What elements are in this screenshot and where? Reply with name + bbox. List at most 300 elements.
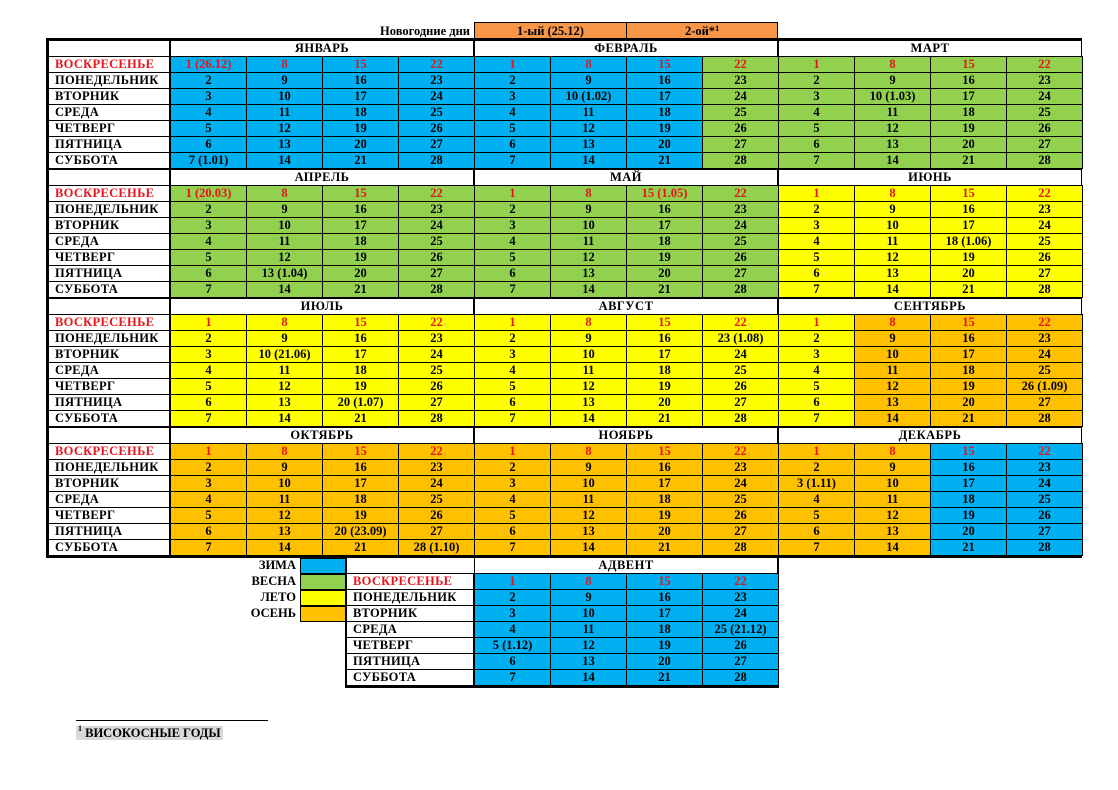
date-cell: 21 bbox=[626, 281, 703, 298]
footnote-number: 1 bbox=[78, 724, 82, 733]
date-cell: 6 bbox=[778, 394, 855, 411]
date-cell: 23 bbox=[398, 459, 475, 476]
date-cell: 9 bbox=[854, 459, 931, 476]
date-cell: 14 bbox=[854, 281, 931, 298]
date-cell: 26 bbox=[702, 378, 779, 395]
legend-label: ВЕСНА bbox=[251, 574, 296, 588]
new-year-label: Новогодние дни bbox=[380, 24, 470, 38]
day-label-weekday: ВТОРНИК bbox=[48, 475, 170, 492]
new-year-second-label: 2-ой* bbox=[684, 23, 716, 38]
date-cell: 12 bbox=[550, 120, 627, 137]
date-cell: 9 bbox=[246, 330, 323, 347]
date-cell: 19 bbox=[626, 507, 703, 524]
month-title: ОКТЯБРЬ bbox=[170, 427, 474, 444]
date-cell: 5 bbox=[474, 120, 551, 137]
date-cell: 22 bbox=[1006, 314, 1083, 331]
date-cell: 6 bbox=[474, 136, 551, 153]
month-title: МАРТ bbox=[778, 40, 1082, 57]
date-cell: 19 bbox=[322, 507, 399, 524]
date-cell: 8 bbox=[550, 56, 627, 73]
date-cell: 24 bbox=[1006, 346, 1083, 363]
date-cell: 20 bbox=[930, 136, 1007, 153]
advent-day-label: СРЕДА bbox=[346, 621, 474, 638]
date-cell: 16 bbox=[322, 72, 399, 89]
date-cell: 10 (21.06) bbox=[246, 346, 323, 363]
date-cell: 23 bbox=[1006, 459, 1083, 476]
date-cell: 18 bbox=[322, 362, 399, 379]
advent-date-cell: 19 bbox=[626, 637, 703, 654]
date-cell: 23 bbox=[702, 459, 779, 476]
date-cell: 14 bbox=[854, 152, 931, 169]
date-cell: 3 bbox=[778, 217, 855, 234]
date-cell: 7 bbox=[778, 539, 855, 556]
date-cell: 27 bbox=[702, 265, 779, 282]
day-label-weekday: ПЯТНИЦА bbox=[48, 523, 170, 540]
date-cell: 28 bbox=[1006, 281, 1083, 298]
date-cell: 17 bbox=[322, 88, 399, 105]
date-cell: 28 bbox=[702, 281, 779, 298]
date-cell: 7 bbox=[170, 281, 247, 298]
advent-date-cell: 28 bbox=[702, 669, 779, 686]
advent-date-cell: 25 (21.12) bbox=[702, 621, 779, 638]
date-cell: 1 bbox=[778, 314, 855, 331]
day-label-sunday: ВОСКРЕСЕНЬЕ bbox=[48, 185, 170, 202]
date-cell: 6 bbox=[170, 523, 247, 540]
date-cell: 10 bbox=[854, 217, 931, 234]
day-label-weekday: ВТОРНИК bbox=[48, 346, 170, 363]
date-cell: 15 bbox=[930, 56, 1007, 73]
date-cell: 20 bbox=[930, 523, 1007, 540]
date-cell: 24 bbox=[398, 217, 475, 234]
legend-label: ОСЕНЬ bbox=[250, 606, 296, 620]
date-cell: 24 bbox=[1006, 88, 1083, 105]
date-cell: 12 bbox=[854, 507, 931, 524]
day-label-weekday: ВТОРНИК bbox=[48, 88, 170, 105]
date-cell: 19 bbox=[626, 378, 703, 395]
advent-date-cell: 3 bbox=[474, 605, 551, 622]
date-cell: 15 bbox=[626, 314, 703, 331]
date-cell: 11 bbox=[550, 233, 627, 250]
date-cell: 7 bbox=[170, 410, 247, 427]
date-cell: 20 bbox=[626, 265, 703, 282]
footnote-divider bbox=[76, 720, 268, 721]
date-cell: 16 bbox=[626, 330, 703, 347]
date-cell: 25 bbox=[398, 104, 475, 121]
date-cell: 10 bbox=[246, 88, 323, 105]
date-cell: 17 bbox=[930, 217, 1007, 234]
date-cell: 24 bbox=[398, 88, 475, 105]
date-cell: 7 bbox=[474, 539, 551, 556]
date-cell: 27 bbox=[702, 136, 779, 153]
date-cell: 23 bbox=[398, 330, 475, 347]
advent-date-cell: 17 bbox=[626, 605, 703, 622]
date-cell: 26 bbox=[398, 249, 475, 266]
date-cell: 11 bbox=[246, 233, 323, 250]
advent-date-cell: 22 bbox=[702, 573, 779, 590]
date-cell: 1 (20.03) bbox=[170, 185, 247, 202]
date-cell: 3 bbox=[170, 346, 247, 363]
advent-day-label: ПОНЕДЕЛЬНИК bbox=[346, 589, 474, 606]
date-cell: 3 bbox=[474, 346, 551, 363]
advent-date-cell: 27 bbox=[702, 653, 779, 670]
date-cell: 2 bbox=[778, 201, 855, 218]
date-cell: 13 bbox=[246, 136, 323, 153]
date-cell: 4 bbox=[474, 362, 551, 379]
advent-date-cell: 23 bbox=[702, 589, 779, 606]
date-cell: 20 bbox=[626, 523, 703, 540]
day-label-weekday: СРЕДА bbox=[48, 491, 170, 508]
date-cell: 25 bbox=[1006, 104, 1083, 121]
date-cell: 1 bbox=[474, 443, 551, 460]
date-cell: 9 bbox=[246, 72, 323, 89]
advent-date-cell: 11 bbox=[550, 621, 627, 638]
advent-date-cell: 13 bbox=[550, 653, 627, 670]
date-cell: 2 bbox=[778, 459, 855, 476]
date-cell: 13 bbox=[854, 136, 931, 153]
day-label-weekday: ПЯТНИЦА bbox=[48, 136, 170, 153]
date-cell: 18 bbox=[626, 491, 703, 508]
date-cell: 21 bbox=[322, 152, 399, 169]
date-cell: 8 bbox=[854, 56, 931, 73]
date-cell: 28 bbox=[702, 152, 779, 169]
date-cell: 4 bbox=[778, 491, 855, 508]
advent-date-cell: 2 bbox=[474, 589, 551, 606]
advent-day-label: СУББОТА bbox=[346, 669, 474, 686]
date-cell: 16 bbox=[322, 201, 399, 218]
month-title: ДЕКАБРЬ bbox=[778, 427, 1082, 444]
date-cell: 17 bbox=[930, 346, 1007, 363]
legend-swatch bbox=[300, 590, 346, 606]
date-cell: 7 (1.01) bbox=[170, 152, 247, 169]
date-cell: 19 bbox=[322, 249, 399, 266]
date-cell: 19 bbox=[930, 249, 1007, 266]
date-cell: 27 bbox=[1006, 265, 1083, 282]
day-label-weekday: СУББОТА bbox=[48, 410, 170, 427]
date-cell: 16 bbox=[930, 201, 1007, 218]
date-cell: 15 bbox=[322, 56, 399, 73]
date-cell: 17 bbox=[930, 88, 1007, 105]
date-cell: 8 bbox=[246, 185, 323, 202]
date-cell: 15 bbox=[930, 185, 1007, 202]
date-cell: 19 bbox=[930, 378, 1007, 395]
date-cell: 9 bbox=[854, 330, 931, 347]
date-cell: 16 bbox=[626, 459, 703, 476]
date-cell: 7 bbox=[474, 152, 551, 169]
date-cell: 6 bbox=[170, 265, 247, 282]
date-cell: 22 bbox=[398, 185, 475, 202]
date-cell: 22 bbox=[702, 185, 779, 202]
date-cell: 22 bbox=[1006, 56, 1083, 73]
date-cell: 13 bbox=[246, 523, 323, 540]
month-title: НОЯБРЬ bbox=[474, 427, 778, 444]
legend-label: ЛЕТО bbox=[260, 590, 296, 604]
date-cell: 28 bbox=[398, 281, 475, 298]
date-cell: 26 bbox=[398, 378, 475, 395]
date-cell: 1 bbox=[474, 185, 551, 202]
date-cell: 5 bbox=[474, 507, 551, 524]
month-title: ИЮЛЬ bbox=[170, 298, 474, 315]
date-cell: 9 bbox=[854, 201, 931, 218]
day-label-weekday: ПОНЕДЕЛЬНИК bbox=[48, 330, 170, 347]
date-cell: 7 bbox=[778, 410, 855, 427]
date-cell: 4 bbox=[778, 362, 855, 379]
day-label-header bbox=[48, 169, 170, 186]
date-cell: 18 bbox=[322, 104, 399, 121]
date-cell: 2 bbox=[170, 330, 247, 347]
date-cell: 1 bbox=[474, 56, 551, 73]
date-cell: 17 bbox=[930, 475, 1007, 492]
advent-date-cell: 16 bbox=[626, 589, 703, 606]
date-cell: 25 bbox=[398, 491, 475, 508]
date-cell: 25 bbox=[702, 233, 779, 250]
date-cell: 8 bbox=[246, 443, 323, 460]
date-cell: 3 bbox=[778, 346, 855, 363]
legend-label: ЗИМА bbox=[258, 558, 296, 572]
day-label-header bbox=[48, 298, 170, 315]
date-cell: 18 bbox=[322, 491, 399, 508]
date-cell: 9 bbox=[246, 201, 323, 218]
date-cell: 23 bbox=[398, 201, 475, 218]
date-cell: 5 bbox=[170, 507, 247, 524]
date-cell: 22 bbox=[1006, 443, 1083, 460]
date-cell: 22 bbox=[398, 443, 475, 460]
advent-date-cell: 26 bbox=[702, 637, 779, 654]
date-cell: 8 bbox=[550, 185, 627, 202]
day-label-header bbox=[48, 427, 170, 444]
date-cell: 7 bbox=[170, 539, 247, 556]
date-cell: 27 bbox=[702, 394, 779, 411]
date-cell: 24 bbox=[702, 88, 779, 105]
advent-date-cell: 15 bbox=[626, 573, 703, 590]
date-cell: 5 bbox=[170, 378, 247, 395]
date-cell: 15 bbox=[930, 443, 1007, 460]
date-cell: 24 bbox=[702, 346, 779, 363]
date-cell: 13 bbox=[854, 265, 931, 282]
date-cell: 15 bbox=[322, 443, 399, 460]
month-title: ИЮНЬ bbox=[778, 169, 1082, 186]
date-cell: 19 bbox=[626, 249, 703, 266]
date-cell: 16 bbox=[626, 72, 703, 89]
date-cell: 17 bbox=[626, 346, 703, 363]
date-cell: 21 bbox=[322, 281, 399, 298]
date-cell: 8 bbox=[246, 314, 323, 331]
date-cell: 5 bbox=[778, 120, 855, 137]
date-cell: 25 bbox=[702, 362, 779, 379]
month-title: ФЕВРАЛЬ bbox=[474, 40, 778, 57]
date-cell: 6 bbox=[778, 136, 855, 153]
date-cell: 2 bbox=[778, 330, 855, 347]
date-cell: 10 bbox=[550, 475, 627, 492]
date-cell: 2 bbox=[474, 72, 551, 89]
day-label-weekday: СРЕДА bbox=[48, 233, 170, 250]
date-cell: 24 bbox=[1006, 217, 1083, 234]
day-label-sunday: ВОСКРЕСЕНЬЕ bbox=[48, 314, 170, 331]
date-cell: 6 bbox=[474, 265, 551, 282]
date-cell: 11 bbox=[550, 491, 627, 508]
date-cell: 11 bbox=[246, 491, 323, 508]
date-cell: 2 bbox=[778, 72, 855, 89]
date-cell: 12 bbox=[854, 249, 931, 266]
date-cell: 2 bbox=[474, 201, 551, 218]
date-cell: 25 bbox=[702, 491, 779, 508]
date-cell: 19 bbox=[322, 378, 399, 395]
date-cell: 2 bbox=[170, 72, 247, 89]
date-cell: 26 bbox=[1006, 120, 1083, 137]
date-cell: 3 bbox=[170, 88, 247, 105]
date-cell: 1 bbox=[778, 443, 855, 460]
date-cell: 1 bbox=[474, 314, 551, 331]
date-cell: 26 bbox=[702, 249, 779, 266]
date-cell: 1 bbox=[170, 314, 247, 331]
date-cell: 16 bbox=[626, 201, 703, 218]
date-cell: 7 bbox=[778, 281, 855, 298]
date-cell: 6 bbox=[170, 136, 247, 153]
date-cell: 27 bbox=[1006, 136, 1083, 153]
advent-date-cell: 6 bbox=[474, 653, 551, 670]
date-cell: 14 bbox=[550, 281, 627, 298]
day-label-weekday: ЧЕТВЕРГ bbox=[48, 507, 170, 524]
date-cell: 20 bbox=[322, 265, 399, 282]
advent-date-cell: 5 (1.12) bbox=[474, 637, 551, 654]
date-cell: 27 bbox=[1006, 394, 1083, 411]
date-cell: 26 (1.09) bbox=[1006, 378, 1083, 395]
date-cell: 21 bbox=[322, 539, 399, 556]
date-cell: 23 bbox=[1006, 330, 1083, 347]
day-label-weekday: СРЕДА bbox=[48, 362, 170, 379]
date-cell: 23 (1.08) bbox=[702, 330, 779, 347]
date-cell: 20 (1.07) bbox=[322, 394, 399, 411]
date-cell: 15 (1.05) bbox=[626, 185, 703, 202]
date-cell: 26 bbox=[398, 120, 475, 137]
date-cell: 17 bbox=[322, 475, 399, 492]
date-cell: 10 bbox=[550, 346, 627, 363]
date-cell: 26 bbox=[702, 507, 779, 524]
legend-swatch bbox=[300, 558, 346, 574]
date-cell: 11 bbox=[854, 491, 931, 508]
date-cell: 10 bbox=[246, 475, 323, 492]
date-cell: 28 (1.10) bbox=[398, 539, 475, 556]
date-cell: 13 bbox=[550, 265, 627, 282]
advent-date-cell: 4 bbox=[474, 621, 551, 638]
date-cell: 24 bbox=[702, 475, 779, 492]
date-cell: 5 bbox=[474, 249, 551, 266]
date-cell: 10 (1.03) bbox=[854, 88, 931, 105]
date-cell: 20 (23.09) bbox=[322, 523, 399, 540]
date-cell: 24 bbox=[1006, 475, 1083, 492]
date-cell: 4 bbox=[170, 491, 247, 508]
date-cell: 17 bbox=[626, 88, 703, 105]
footnote-text: ВИСОКОСНЫЕ ГОДЫ bbox=[82, 726, 221, 740]
day-label-weekday: ПОНЕДЕЛЬНИК bbox=[48, 72, 170, 89]
advent-day-label: ПЯТНИЦА bbox=[346, 653, 474, 670]
date-cell: 1 (26.12) bbox=[170, 56, 247, 73]
date-cell: 12 bbox=[246, 249, 323, 266]
date-cell: 28 bbox=[1006, 152, 1083, 169]
date-cell: 25 bbox=[1006, 491, 1083, 508]
date-cell: 21 bbox=[930, 410, 1007, 427]
date-cell: 5 bbox=[170, 249, 247, 266]
day-label-header bbox=[48, 40, 170, 57]
date-cell: 18 bbox=[930, 104, 1007, 121]
date-cell: 25 bbox=[702, 104, 779, 121]
date-cell: 20 bbox=[626, 394, 703, 411]
day-label-weekday: СРЕДА bbox=[48, 104, 170, 121]
date-cell: 14 bbox=[550, 410, 627, 427]
legend-swatch bbox=[300, 606, 346, 622]
date-cell: 10 bbox=[550, 217, 627, 234]
day-label-weekday: ПЯТНИЦА bbox=[48, 265, 170, 282]
date-cell: 9 bbox=[550, 201, 627, 218]
date-cell: 8 bbox=[246, 56, 323, 73]
date-cell: 22 bbox=[398, 314, 475, 331]
day-label-weekday: ПЯТНИЦА bbox=[48, 394, 170, 411]
date-cell: 1 bbox=[778, 56, 855, 73]
date-cell: 13 (1.04) bbox=[246, 265, 323, 282]
date-cell: 17 bbox=[322, 346, 399, 363]
date-cell: 24 bbox=[702, 217, 779, 234]
date-cell: 9 bbox=[550, 459, 627, 476]
advent-date-cell: 9 bbox=[550, 589, 627, 606]
date-cell: 9 bbox=[854, 72, 931, 89]
date-cell: 23 bbox=[702, 72, 779, 89]
date-cell: 19 bbox=[930, 507, 1007, 524]
date-cell: 18 (1.06) bbox=[930, 233, 1007, 250]
date-cell: 16 bbox=[322, 459, 399, 476]
date-cell: 24 bbox=[398, 475, 475, 492]
date-cell: 7 bbox=[778, 152, 855, 169]
date-cell: 24 bbox=[398, 346, 475, 363]
date-cell: 1 bbox=[170, 443, 247, 460]
date-cell: 26 bbox=[702, 120, 779, 137]
date-cell: 8 bbox=[854, 443, 931, 460]
date-cell: 14 bbox=[246, 410, 323, 427]
day-label-weekday: ЧЕТВЕРГ bbox=[48, 378, 170, 395]
date-cell: 21 bbox=[930, 539, 1007, 556]
day-label-weekday: СУББОТА bbox=[48, 281, 170, 298]
date-cell: 11 bbox=[854, 233, 931, 250]
date-cell: 27 bbox=[1006, 523, 1083, 540]
advent-date-cell: 20 bbox=[626, 653, 703, 670]
month-title: МАЙ bbox=[474, 169, 778, 186]
advent-date-cell: 7 bbox=[474, 669, 551, 686]
date-cell: 18 bbox=[626, 104, 703, 121]
date-cell: 3 bbox=[170, 217, 247, 234]
date-cell: 18 bbox=[626, 233, 703, 250]
date-cell: 11 bbox=[854, 104, 931, 121]
date-cell: 23 bbox=[1006, 72, 1083, 89]
advent-date-cell: 18 bbox=[626, 621, 703, 638]
date-cell: 17 bbox=[626, 475, 703, 492]
date-cell: 2 bbox=[170, 459, 247, 476]
advent-date-cell: 10 bbox=[550, 605, 627, 622]
day-label-sunday: ВОСКРЕСЕНЬЕ bbox=[48, 56, 170, 73]
date-cell: 8 bbox=[550, 443, 627, 460]
date-cell: 7 bbox=[474, 410, 551, 427]
date-cell: 19 bbox=[930, 120, 1007, 137]
day-label-weekday: СУББОТА bbox=[48, 539, 170, 556]
date-cell: 25 bbox=[398, 233, 475, 250]
date-cell: 4 bbox=[778, 104, 855, 121]
date-cell: 27 bbox=[398, 265, 475, 282]
date-cell: 25 bbox=[398, 362, 475, 379]
date-cell: 13 bbox=[246, 394, 323, 411]
date-cell: 12 bbox=[246, 120, 323, 137]
date-cell: 6 bbox=[778, 523, 855, 540]
date-cell: 4 bbox=[474, 233, 551, 250]
date-cell: 25 bbox=[1006, 233, 1083, 250]
day-label-weekday: ЧЕТВЕРГ bbox=[48, 249, 170, 266]
date-cell: 12 bbox=[246, 378, 323, 395]
